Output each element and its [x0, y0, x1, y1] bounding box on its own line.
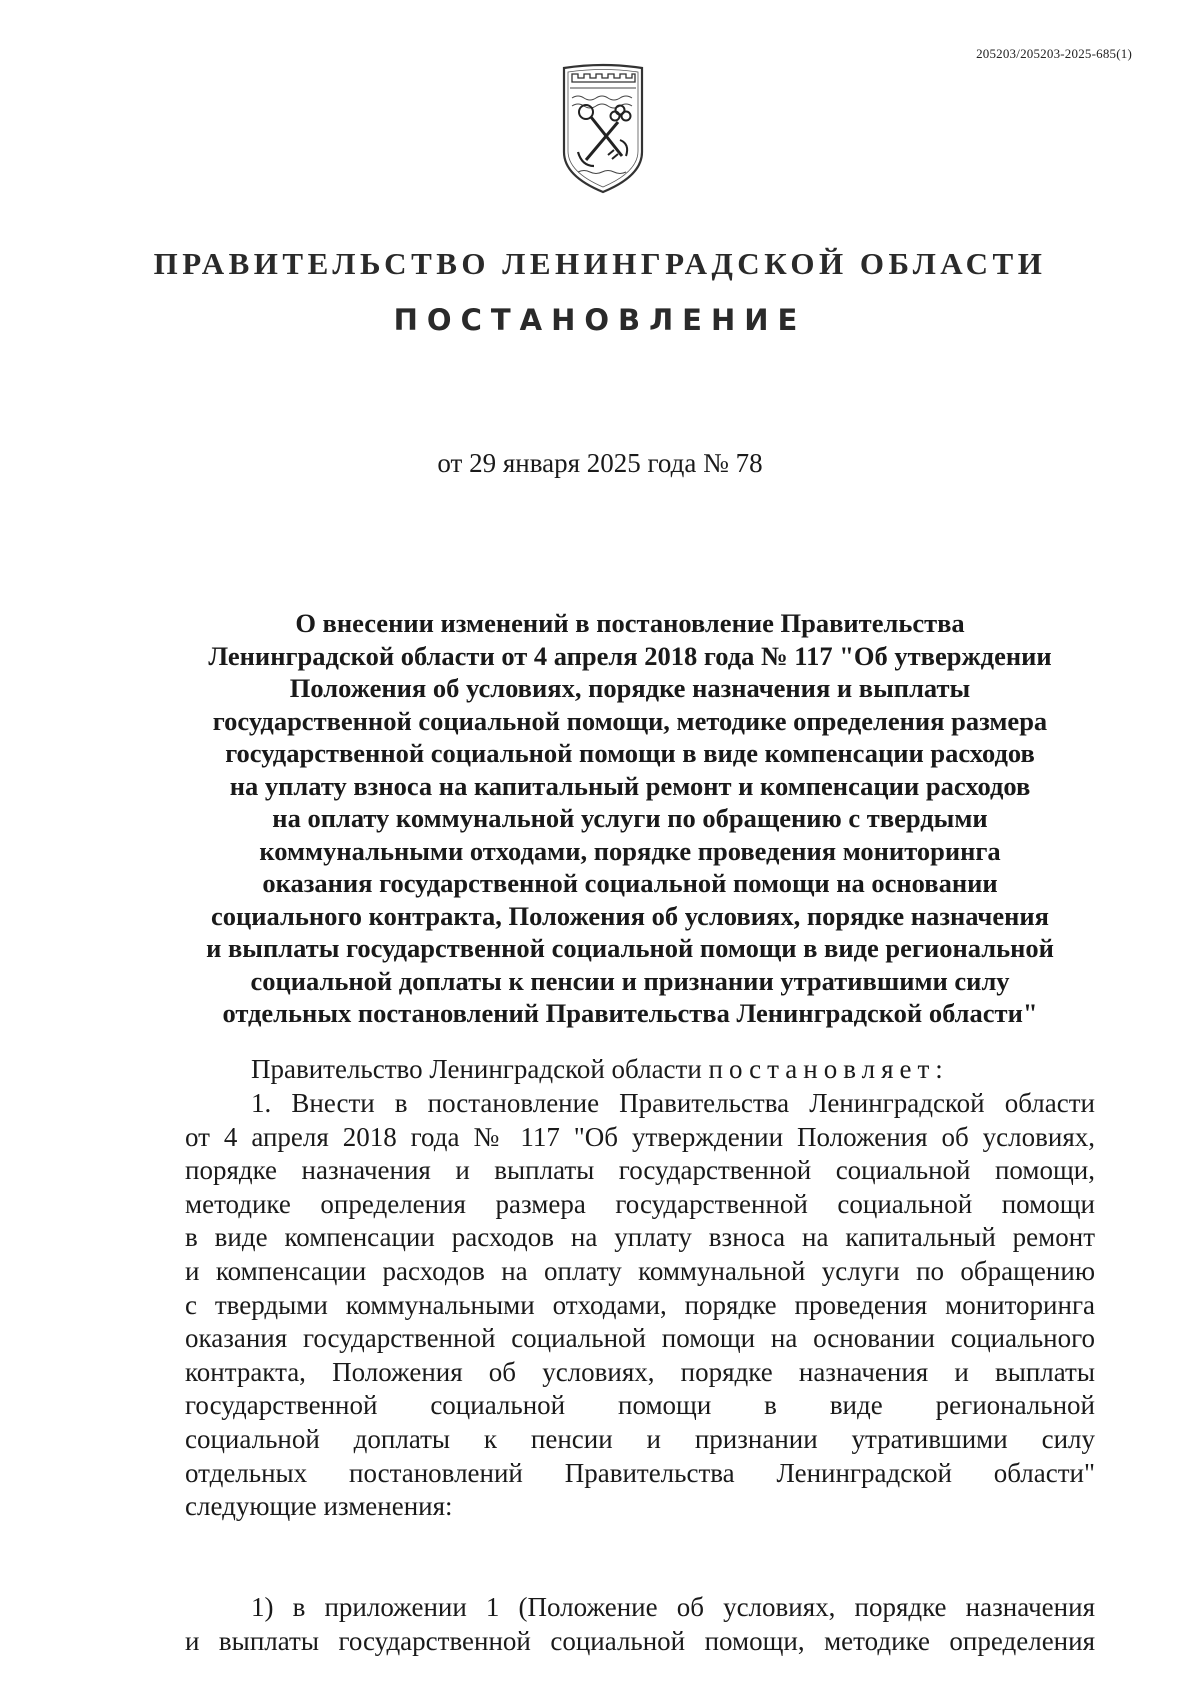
title-line: социальной доплаты к пенсии и признании утратившими силу	[250, 965, 1010, 996]
title-line: на уплату взноса на капитальный ремонт и компенсации расходов	[229, 770, 1031, 801]
paragraph-1	[185, 1087, 1095, 1524]
paragraph-line: с твердыми коммунальными отходами, порядке проведения мониторинга	[185, 1289, 1095, 1320]
title-line: отдельных постановлений Правительства Ленинградской области"	[222, 998, 1038, 1028]
paragraph-1-subitem-1	[185, 1591, 1095, 1658]
title-line: Ленинградской области от 4 апреля 2018 года № 117 "Об утверждении	[208, 640, 1052, 671]
coat-of-arms-icon	[560, 60, 646, 200]
title-line: коммунальными отходами, порядке проведения мониторинга	[259, 835, 1001, 866]
paragraph-line: 1) в приложении 1 (Положение об условиях, порядке назначения	[251, 1592, 1095, 1622]
title-line: Положения об условиях, порядке назначения и выплаты	[289, 673, 971, 703]
document-date-number: от 29 января 2025 года № 78	[437, 448, 763, 478]
intro-line	[185, 1053, 1095, 1087]
paragraph-line: контракта, Положения об условиях, порядке назначения и выплаты	[185, 1356, 1095, 1387]
paragraph-line: методике определения размера государственной социальной помощи	[185, 1188, 1095, 1219]
paragraph-line: и выплаты государственной социальной помощи, методике определения	[185, 1625, 1095, 1656]
paragraph-line: государственной социальной помощи в виде региональной	[185, 1390, 1095, 1421]
intro-subject: Правительство Ленинградской области	[251, 1054, 702, 1084]
paragraph-line: и компенсации расходов на оплату коммунальной услуги по обращению	[185, 1255, 1095, 1286]
paragraph-line: следующие изменения:	[185, 1491, 453, 1522]
title-line: государственной социальной помощи в виде компенсации расходов	[225, 738, 1035, 768]
document-title	[160, 607, 1100, 1030]
intro-verb: постановляет:	[708, 1054, 949, 1084]
title-line: оказания государственной социальной помощи на основании	[262, 868, 998, 898]
paragraph-line: отдельных постановлений Правительства Ленинградской области"	[185, 1457, 1095, 1488]
title-line: на оплату коммунальной услуги по обращению с твердыми	[272, 803, 988, 833]
paragraph-line: оказания государственной социальной помощи на основании социального	[185, 1323, 1095, 1354]
paragraph-line: порядке назначения и выплаты государственной социальной помощи,	[185, 1155, 1095, 1186]
paragraph-line: социальной доплаты к пенсии и признании утратившими силу	[185, 1423, 1095, 1454]
registration-number: 205203/205203-2025-685(1)	[976, 46, 1132, 61]
government-name: ПРАВИТЕЛЬСТВО ЛЕНИНГРАДСКОЙ ОБЛАСТИ	[153, 246, 1047, 281]
title-line: О внесении изменений в постановление Правительства	[295, 608, 965, 638]
document-type: ПОСТАНОВЛЕНИЕ	[393, 303, 807, 337]
resolution-intro	[185, 1053, 1095, 1087]
title-line: и выплаты государственной социальной помощи в виде региональной	[206, 933, 1054, 963]
paragraph-line: в виде компенсации расходов на уплату взноса на капитальный ремонт	[185, 1222, 1095, 1253]
paragraph-line: 1. Внести в постановление Правительства Ленинградской области	[251, 1088, 1095, 1118]
paragraph-line: от 4 апреля 2018 года № 117 "Об утверждении Положения об условиях,	[185, 1121, 1095, 1152]
title-line: государственной социальной помощи, методике определения размера	[212, 705, 1048, 736]
title-line: социального контракта, Положения об условиях, порядке назначения	[210, 900, 1050, 931]
